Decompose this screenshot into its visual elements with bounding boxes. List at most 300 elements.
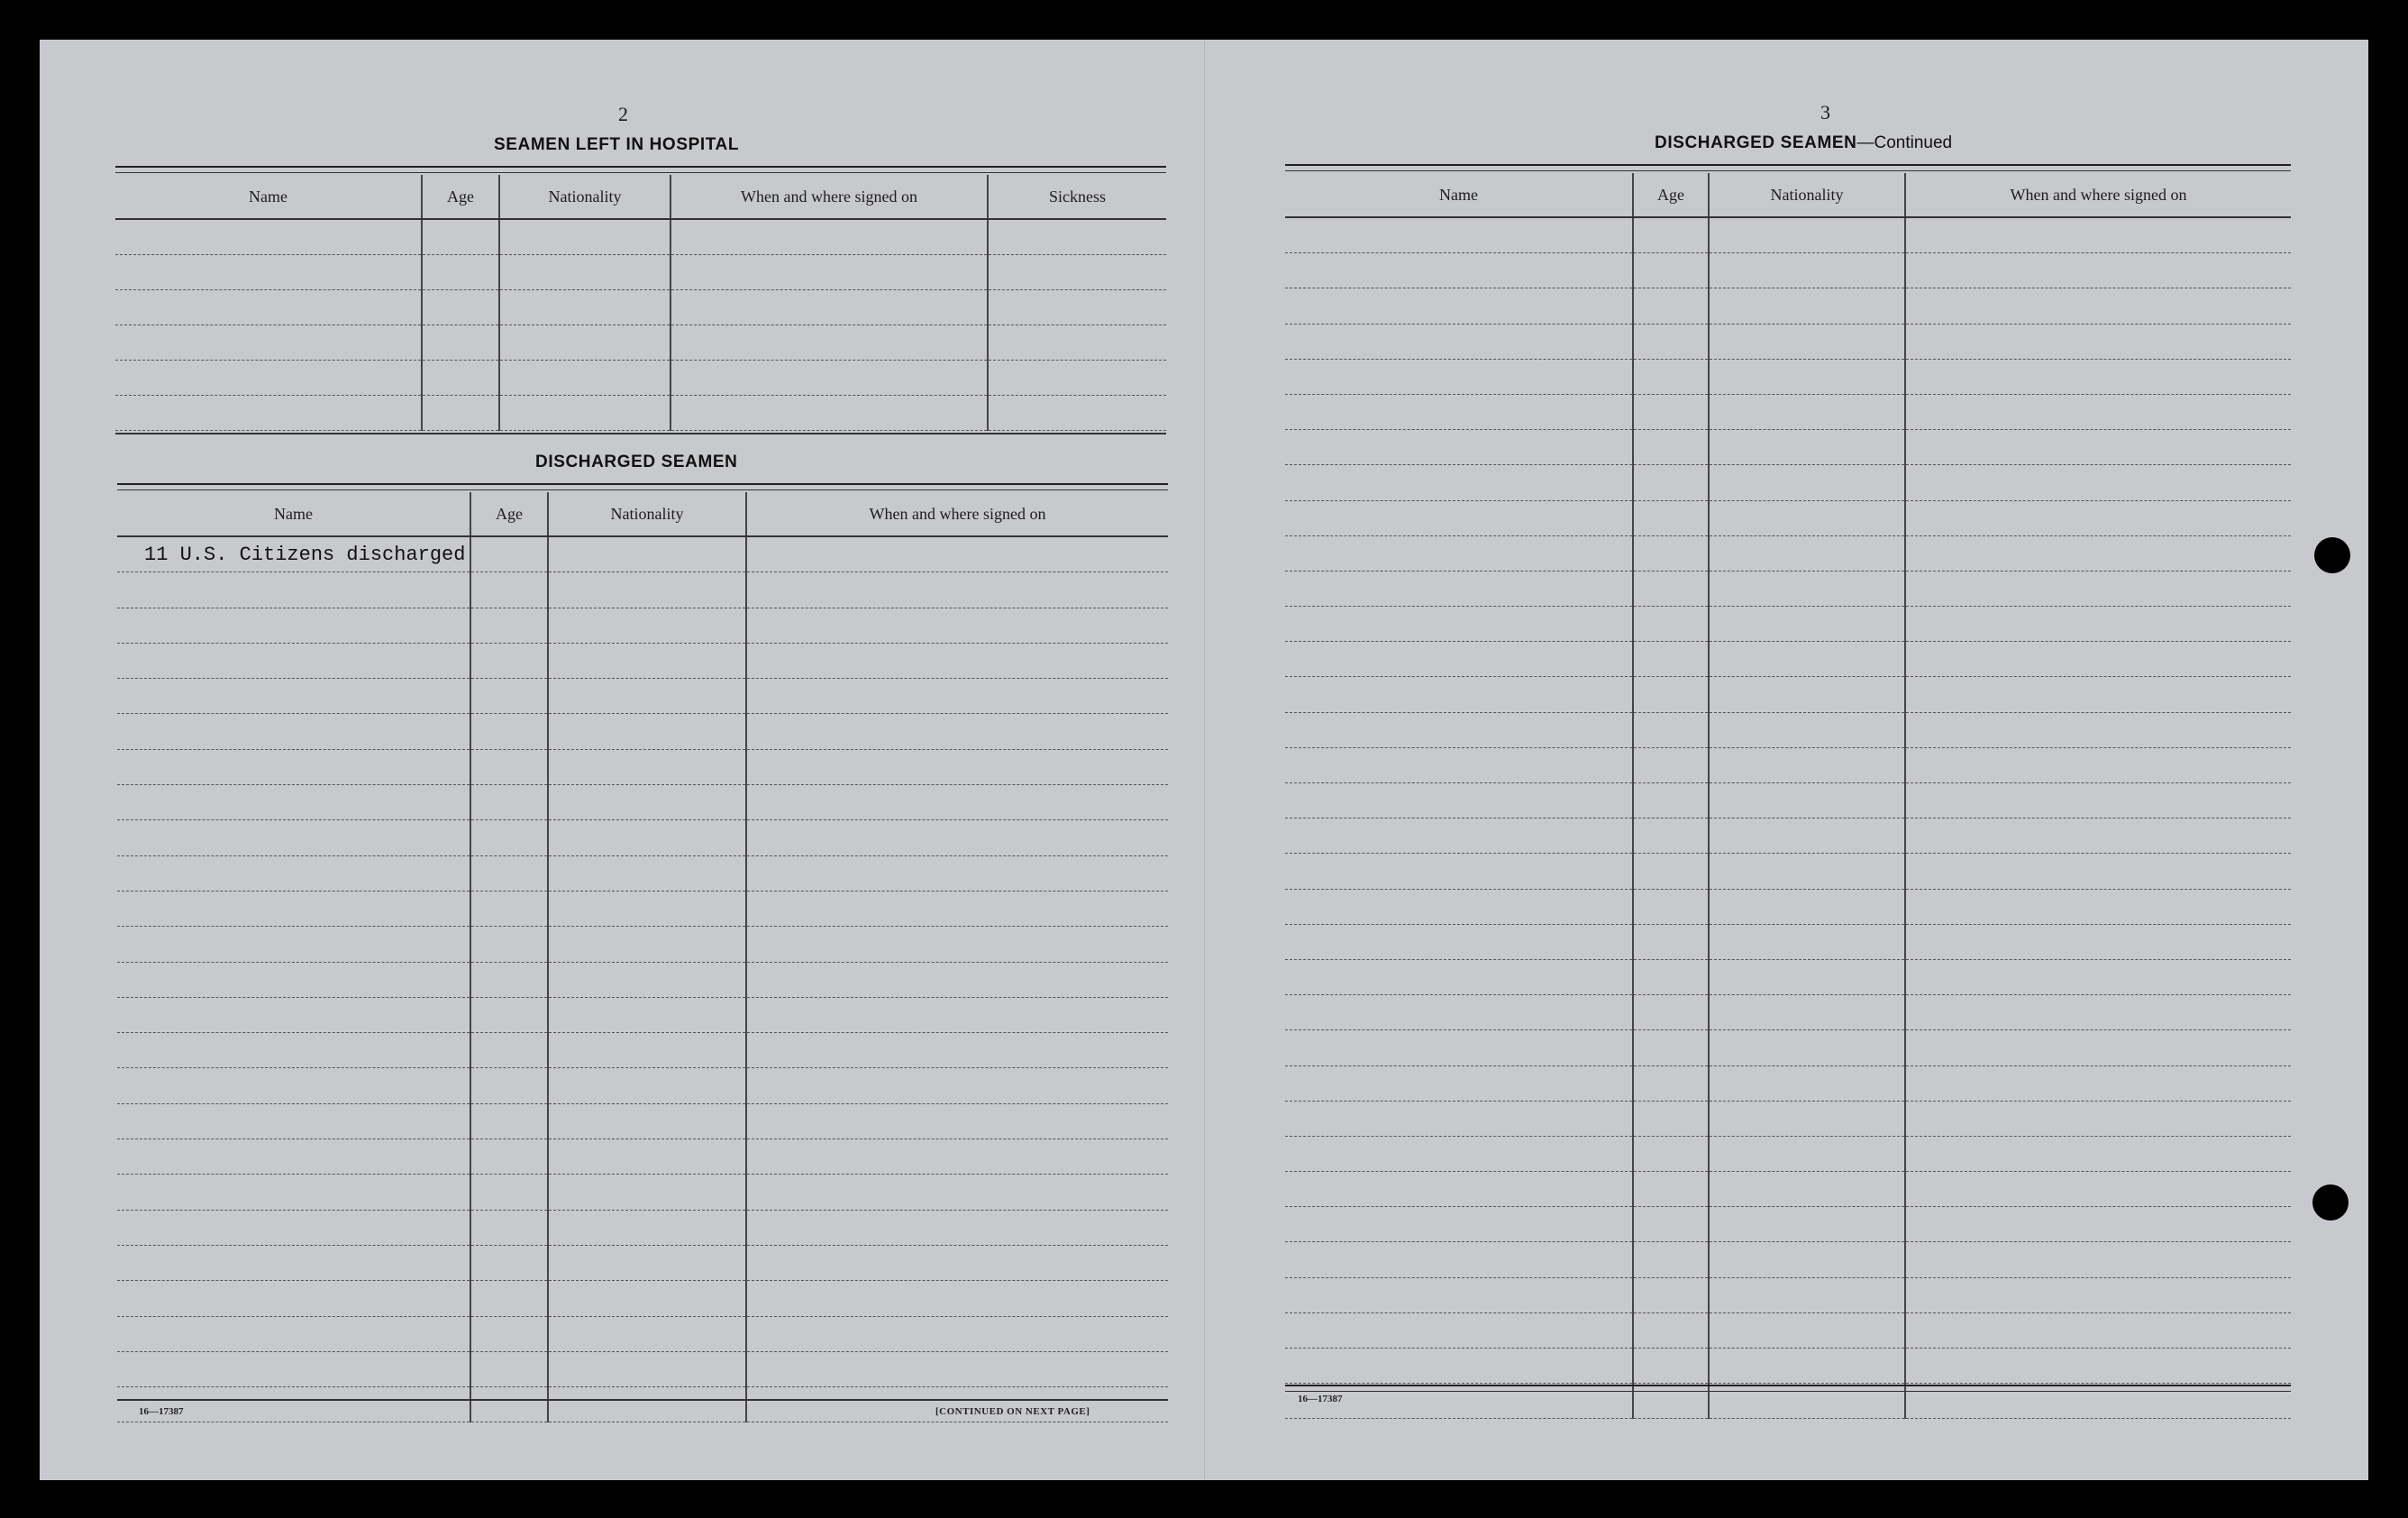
right-discharged-cell	[1285, 783, 1633, 818]
right-discharged-cell	[1709, 1030, 1905, 1065]
discharged-cell	[746, 927, 1168, 962]
right-discharged-row	[1285, 1207, 2291, 1242]
discharged-cell	[746, 962, 1168, 997]
discharged-cell	[470, 1351, 548, 1386]
right-discharged-cell	[1905, 465, 2291, 500]
right-discharged-table	[1285, 173, 2291, 1419]
hospital-col-name: Name	[115, 175, 422, 219]
discharged-cell	[746, 536, 1168, 572]
right-discharged-cell	[1285, 959, 1633, 994]
right-bottom-rule	[1285, 1385, 2291, 1392]
right-discharged-cell	[1285, 359, 1633, 394]
right-discharged-cell	[1905, 571, 2291, 606]
hospital-row	[115, 396, 1166, 431]
right-discharged-row	[1285, 571, 2291, 606]
discharged-cell	[746, 1387, 1168, 1422]
right-discharged-cell	[1633, 1349, 1709, 1384]
discharged-cell	[746, 1316, 1168, 1351]
right-discharged-cell	[1709, 924, 1905, 959]
right-discharged-cell	[1285, 500, 1633, 535]
right-discharged-cell	[1905, 535, 2291, 571]
hospital-cell	[670, 361, 988, 396]
right-discharged-cell	[1709, 1065, 1905, 1101]
discharged-cell	[548, 1245, 746, 1280]
right-discharged-row	[1285, 253, 2291, 288]
right-discharged-cell	[1709, 783, 1905, 818]
discharged-col-name: Name	[117, 492, 470, 536]
hospital-cell	[988, 396, 1166, 431]
discharged-cell	[117, 679, 470, 714]
right-col-name: Name	[1285, 173, 1633, 217]
right-discharged-cell	[1633, 217, 1709, 253]
right-discharged-cell	[1709, 288, 1905, 324]
right-discharged-cell	[1285, 1242, 1633, 1277]
hospital-cell	[115, 325, 422, 361]
right-discharged-row	[1285, 642, 2291, 677]
hospital-cell	[115, 290, 422, 325]
right-discharged-row	[1285, 1172, 2291, 1207]
right-discharged-cell	[1709, 959, 1905, 994]
right-discharged-cell	[1905, 253, 2291, 288]
right-discharged-cell	[1285, 253, 1633, 288]
discharged-row	[117, 785, 1168, 820]
discharged-table	[117, 492, 1168, 1422]
right-discharged-cell	[1709, 1349, 1905, 1384]
hospital-cell	[422, 396, 499, 431]
discharged-row	[117, 1281, 1168, 1316]
right-discharged-cell	[1905, 217, 2291, 253]
hospital-cell	[422, 325, 499, 361]
right-discharged-cell	[1633, 288, 1709, 324]
right-discharged-row	[1285, 1277, 2291, 1312]
right-discharged-cell	[1633, 1101, 1709, 1136]
right-discharged-cell	[1709, 324, 1905, 359]
right-discharged-cell	[1905, 642, 2291, 677]
hospital-row	[115, 219, 1166, 255]
discharged-cell	[117, 1175, 470, 1210]
right-top-rule	[1285, 164, 2291, 171]
right-discharged-cell	[1633, 1030, 1709, 1065]
right-discharged-cell	[1905, 1349, 2291, 1384]
discharged-cell	[548, 572, 746, 608]
discharged-cell	[470, 1033, 548, 1068]
discharged-cell	[746, 679, 1168, 714]
discharged-cell	[470, 855, 548, 891]
hospital-row	[115, 290, 1166, 325]
right-discharged-cell	[1633, 712, 1709, 747]
hospital-col-sickness: Sickness	[988, 175, 1166, 219]
discharged-cell	[470, 1210, 548, 1245]
discharged-cell	[548, 1387, 746, 1422]
right-discharged-cell	[1633, 607, 1709, 642]
form-code-left: 16—17387	[139, 1406, 184, 1417]
discharged-row	[117, 536, 1168, 572]
right-discharged-cell	[1633, 394, 1709, 429]
discharged-header-row	[117, 492, 1168, 536]
right-discharged-cell	[1709, 889, 1905, 924]
page-number-left: 2	[618, 103, 628, 125]
hospital-cell	[988, 325, 1166, 361]
discharged-cell	[548, 1351, 746, 1386]
discharged-row	[117, 1103, 1168, 1138]
discharged-cell	[117, 1033, 470, 1068]
right-page	[1204, 40, 2368, 1480]
right-discharged-cell	[1285, 607, 1633, 642]
right-discharged-cell	[1633, 818, 1709, 854]
discharged-cell	[746, 1068, 1168, 1103]
right-discharged-cell	[1905, 677, 2291, 712]
discharged-cell	[746, 608, 1168, 643]
discharged-cell	[117, 1387, 470, 1422]
discharged-cell	[470, 820, 548, 855]
right-discharged-cell	[1633, 642, 1709, 677]
discharged-row	[117, 1033, 1168, 1068]
hospital-cell	[499, 325, 670, 361]
discharged-row	[117, 820, 1168, 855]
discharged-cell	[117, 536, 470, 572]
hospital-cell	[115, 396, 422, 431]
hospital-cell	[499, 219, 670, 255]
hospital-row	[115, 325, 1166, 361]
right-discharged-cell	[1709, 607, 1905, 642]
right-discharged-cell	[1905, 854, 2291, 889]
discharged-cell	[548, 1068, 746, 1103]
discharged-row	[117, 1210, 1168, 1245]
discharged-cell	[548, 1316, 746, 1351]
right-discharged-row	[1285, 783, 2291, 818]
hospital-table	[115, 175, 1166, 431]
discharged-cell	[548, 1139, 746, 1175]
discharged-continued-title	[1655, 133, 1952, 153]
right-discharged-cell	[1905, 324, 2291, 359]
discharged-cell	[117, 714, 470, 749]
discharged-cell	[117, 749, 470, 784]
discharged-cell	[470, 1068, 548, 1103]
right-discharged-row	[1285, 500, 2291, 535]
hospital-row	[115, 255, 1166, 290]
right-discharged-cell	[1905, 1207, 2291, 1242]
form-code-right: 16—17387	[1298, 1394, 1343, 1404]
discharged-row	[117, 714, 1168, 749]
right-discharged-cell	[1633, 1277, 1709, 1312]
hospital-cell	[422, 361, 499, 396]
discharged-cell	[746, 749, 1168, 784]
discharged-cell	[117, 1245, 470, 1280]
right-discharged-cell	[1633, 571, 1709, 606]
right-discharged-row	[1285, 1242, 2291, 1277]
discharged-cell	[746, 1033, 1168, 1068]
discharged-cell	[548, 962, 746, 997]
right-discharged-row	[1285, 217, 2291, 253]
right-discharged-cell	[1709, 430, 1905, 465]
right-discharged-cell	[1905, 430, 2291, 465]
right-discharged-cell	[1905, 995, 2291, 1030]
continued-note: [CONTINUED ON NEXT PAGE]	[935, 1406, 1090, 1417]
discharged-cell	[117, 1281, 470, 1316]
discharged-cell	[746, 1210, 1168, 1245]
discharged-cell	[548, 536, 746, 572]
right-discharged-cell	[1709, 359, 1905, 394]
right-discharged-cell	[1709, 500, 1905, 535]
right-discharged-cell	[1905, 747, 2291, 782]
right-discharged-cell	[1285, 1207, 1633, 1242]
right-discharged-cell	[1905, 500, 2291, 535]
right-discharged-row	[1285, 995, 2291, 1030]
discharged-cell	[117, 1139, 470, 1175]
right-discharged-row	[1285, 1030, 2291, 1065]
discharged-row	[117, 679, 1168, 714]
discharged-col-signed-on: When and where signed on	[746, 492, 1168, 536]
right-discharged-cell	[1285, 217, 1633, 253]
right-discharged-row	[1285, 854, 2291, 889]
discharged-cell	[548, 820, 746, 855]
discharged-cell	[746, 714, 1168, 749]
right-discharged-cell	[1709, 217, 1905, 253]
discharged-cell	[548, 1210, 746, 1245]
right-discharged-cell	[1285, 430, 1633, 465]
right-discharged-cell	[1905, 1101, 2291, 1136]
right-discharged-row	[1285, 465, 2291, 500]
discharged-cell	[117, 785, 470, 820]
hospital-cell	[499, 255, 670, 290]
discharged-continued-title-suffix: —Continued	[1856, 133, 1953, 152]
right-discharged-cell	[1285, 818, 1633, 854]
discharged-cell	[746, 855, 1168, 891]
right-discharged-cell	[1709, 1277, 1905, 1312]
hospital-bottom-rule	[115, 433, 1166, 434]
right-discharged-cell	[1709, 995, 1905, 1030]
hospital-cell	[422, 219, 499, 255]
discharged-cell	[470, 1245, 548, 1280]
right-discharged-cell	[1285, 677, 1633, 712]
hospital-cell	[422, 290, 499, 325]
right-discharged-cell	[1633, 747, 1709, 782]
punch-hole-top	[2314, 537, 2350, 573]
discharged-cell	[548, 855, 746, 891]
right-discharged-cell	[1905, 359, 2291, 394]
right-discharged-cell	[1633, 959, 1709, 994]
right-discharged-cell	[1633, 995, 1709, 1030]
discharged-row	[117, 962, 1168, 997]
right-discharged-cell	[1285, 924, 1633, 959]
right-discharged-row	[1285, 1349, 2291, 1384]
hospital-top-rule	[115, 166, 1166, 173]
right-discharged-cell	[1285, 1065, 1633, 1101]
discharged-cell	[470, 643, 548, 678]
discharged-row	[117, 1351, 1168, 1386]
right-discharged-cell	[1905, 288, 2291, 324]
right-discharged-row	[1285, 324, 2291, 359]
right-discharged-cell	[1709, 854, 1905, 889]
right-discharged-cell	[1633, 535, 1709, 571]
discharged-section-title: DISCHARGED SEAMEN	[535, 453, 738, 471]
discharged-cell	[548, 1103, 746, 1138]
right-discharged-cell	[1285, 288, 1633, 324]
right-table-body	[1285, 217, 2291, 1419]
discharged-row	[117, 1068, 1168, 1103]
discharged-cell	[470, 891, 548, 926]
discharged-cell	[470, 1316, 548, 1351]
right-discharged-cell	[1285, 995, 1633, 1030]
discharged-cell	[746, 785, 1168, 820]
right-discharged-cell	[1285, 1277, 1633, 1312]
discharged-cell	[117, 1103, 470, 1138]
right-discharged-cell	[1905, 1312, 2291, 1348]
discharged-row	[117, 1316, 1168, 1351]
right-discharged-cell	[1905, 1277, 2291, 1312]
discharged-cell	[548, 1281, 746, 1316]
discharged-cell	[746, 1103, 1168, 1138]
right-discharged-cell	[1709, 1172, 1905, 1207]
right-discharged-cell	[1709, 1207, 1905, 1242]
typed-discharge-entry: 11 U.S. Citizens discharged	[144, 543, 466, 566]
right-col-signed-on: When and where signed on	[1905, 173, 2291, 217]
discharged-col-nationality: Nationality	[548, 492, 746, 536]
punch-hole-bottom	[2312, 1184, 2349, 1221]
right-discharged-row	[1285, 1312, 2291, 1348]
right-discharged-cell	[1709, 253, 1905, 288]
right-discharged-cell	[1633, 783, 1709, 818]
right-discharged-cell	[1905, 607, 2291, 642]
discharged-cell	[117, 608, 470, 643]
discharged-cell	[548, 608, 746, 643]
discharged-cell	[117, 891, 470, 926]
discharged-cell	[746, 1175, 1168, 1210]
right-discharged-cell	[1905, 889, 2291, 924]
hospital-cell	[988, 361, 1166, 396]
right-discharged-row	[1285, 359, 2291, 394]
right-discharged-cell	[1709, 535, 1905, 571]
discharged-cell	[746, 820, 1168, 855]
hospital-col-signed-on: When and where signed on	[670, 175, 988, 219]
right-discharged-cell	[1905, 394, 2291, 429]
right-discharged-cell	[1709, 677, 1905, 712]
discharged-cell	[470, 927, 548, 962]
right-discharged-cell	[1285, 1349, 1633, 1384]
discharged-cell	[470, 536, 548, 572]
right-discharged-row	[1285, 959, 2291, 994]
hospital-col-nationality: Nationality	[499, 175, 670, 219]
hospital-row	[115, 361, 1166, 396]
discharged-cell	[548, 1033, 746, 1068]
right-discharged-cell	[1709, 465, 1905, 500]
right-discharged-cell	[1633, 1242, 1709, 1277]
right-discharged-cell	[1633, 1065, 1709, 1101]
discharged-cell	[548, 785, 746, 820]
discharged-cell	[548, 714, 746, 749]
right-discharged-row	[1285, 677, 2291, 712]
right-discharged-cell	[1285, 394, 1633, 429]
hospital-cell	[670, 325, 988, 361]
right-discharged-cell	[1905, 924, 2291, 959]
right-discharged-cell	[1633, 253, 1709, 288]
discharged-cell	[117, 1210, 470, 1245]
right-discharged-cell	[1285, 571, 1633, 606]
discharged-cell	[746, 572, 1168, 608]
right-discharged-cell	[1905, 1172, 2291, 1207]
discharged-cell	[470, 785, 548, 820]
right-discharged-cell	[1633, 854, 1709, 889]
hospital-cell	[115, 255, 422, 290]
right-discharged-cell	[1709, 1312, 1905, 1348]
right-discharged-cell	[1709, 571, 1905, 606]
right-discharged-cell	[1633, 430, 1709, 465]
right-discharged-row	[1285, 535, 2291, 571]
right-discharged-cell	[1633, 1172, 1709, 1207]
discharged-row	[117, 891, 1168, 926]
right-discharged-row	[1285, 1065, 2291, 1101]
right-discharged-cell	[1633, 1312, 1709, 1348]
discharged-cell	[746, 1351, 1168, 1386]
hospital-col-age: Age	[422, 175, 499, 219]
right-discharged-cell	[1709, 394, 1905, 429]
discharged-cell	[548, 891, 746, 926]
hospital-cell	[670, 255, 988, 290]
discharged-cell	[117, 820, 470, 855]
discharged-cell	[746, 997, 1168, 1032]
discharged-cell	[548, 1175, 746, 1210]
discharged-cell	[470, 1387, 548, 1422]
right-discharged-cell	[1709, 1101, 1905, 1136]
right-discharged-row	[1285, 430, 2291, 465]
right-discharged-cell	[1709, 1242, 1905, 1277]
right-discharged-cell	[1709, 818, 1905, 854]
hospital-header-row	[115, 175, 1166, 219]
right-discharged-cell	[1905, 783, 2291, 818]
hospital-cell	[988, 219, 1166, 255]
discharged-cell	[470, 1139, 548, 1175]
right-discharged-cell	[1633, 1207, 1709, 1242]
discharged-cell	[470, 608, 548, 643]
right-discharged-cell	[1709, 712, 1905, 747]
right-discharged-cell	[1285, 642, 1633, 677]
right-discharged-cell	[1709, 1136, 1905, 1171]
discharged-cell	[117, 643, 470, 678]
right-discharged-cell	[1285, 889, 1633, 924]
right-header-row	[1285, 173, 2291, 217]
right-discharged-row	[1285, 747, 2291, 782]
left-page	[40, 40, 1204, 1480]
hospital-cell	[499, 290, 670, 325]
document-sheet	[40, 40, 2368, 1480]
hospital-cell	[988, 255, 1166, 290]
discharged-cell	[470, 749, 548, 784]
discharged-row	[117, 572, 1168, 608]
right-discharged-cell	[1905, 712, 2291, 747]
discharged-cell	[470, 1103, 548, 1138]
discharged-cell	[117, 962, 470, 997]
discharged-row	[117, 1175, 1168, 1210]
right-discharged-cell	[1285, 1312, 1633, 1348]
hospital-cell	[499, 396, 670, 431]
right-discharged-cell	[1633, 324, 1709, 359]
discharged-cell	[746, 643, 1168, 678]
discharged-cell	[746, 1245, 1168, 1280]
right-discharged-row	[1285, 394, 2291, 429]
discharged-row	[117, 1139, 1168, 1175]
page-number-right: 3	[1820, 101, 1830, 123]
discharged-cell	[470, 962, 548, 997]
right-discharged-cell	[1285, 324, 1633, 359]
discharged-cell	[117, 927, 470, 962]
discharged-cell	[117, 1068, 470, 1103]
right-discharged-row	[1285, 818, 2291, 854]
right-discharged-cell	[1285, 1172, 1633, 1207]
right-discharged-cell	[1905, 1065, 2291, 1101]
discharged-row	[117, 1245, 1168, 1280]
discharged-cell	[117, 1316, 470, 1351]
discharged-cell	[548, 679, 746, 714]
